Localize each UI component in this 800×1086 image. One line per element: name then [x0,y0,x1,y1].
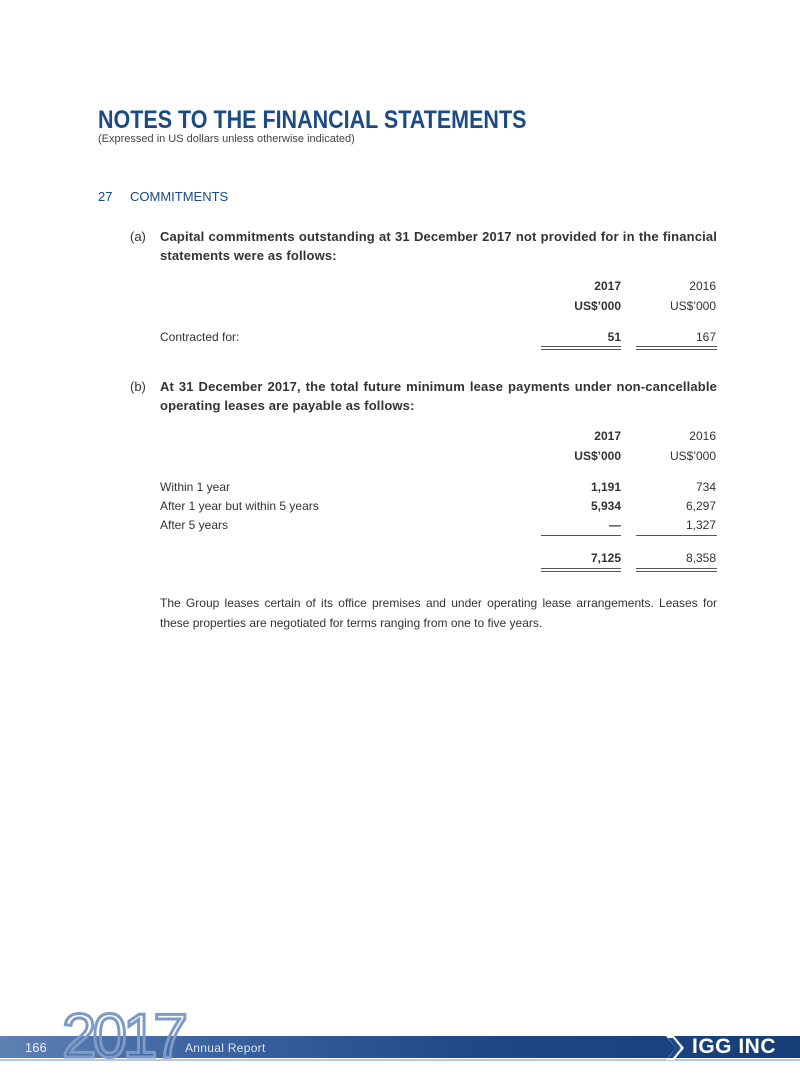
table-b-row-1-2017: 1,191 [590,480,621,494]
item-b-label: (b) [130,379,146,394]
table-a-double-rule-2016 [636,346,717,347]
chevron-right-icon [664,1035,686,1061]
table-b-row-3-label: After 5 years [160,518,229,532]
page-title: NOTES TO THE FINANCIAL STATEMENTS [98,106,527,134]
table-b-unit-2016: US$’000 [669,449,716,463]
table-b-row-3-2017: — [609,518,621,532]
item-b-text: At 31 December 2017, the total future minimum lease payments under non-cancellable operating leases are payable as follows: [160,379,717,413]
item-a-text: Capital commitments outstanding at 31 December 2017 not provided for in the financial statements were as follows: [160,229,717,263]
table-b-col-2017: 2017 [594,429,621,443]
table-b-row-2-label: After 1 year but within 5 years [160,499,319,513]
year-logo [62,1002,192,1062]
table-b-row-1-2016: 734 [695,480,716,494]
lease-note-paragraph: The Group leases certain of its office premises and under operating lease arrangements. Leases for these properties are negotiated for terms ranging from one to five years. [160,596,717,630]
section-heading: COMMITMENTS [130,189,229,204]
table-b-row-1-label: Within 1 year [160,480,231,494]
page-number: 166 [25,1040,47,1055]
table-b-subtotal-rule-2017 [541,535,621,536]
table-a-unit-2016: US$’000 [669,299,716,313]
brand-logo: IGG INC [692,1035,777,1058]
table-b-row-3-2016: 1,327 [685,518,716,532]
table-b-row-2-2017: 5,934 [590,499,621,513]
item-a-label: (a) [130,229,146,244]
table-a-row-label: Contracted for: [160,330,240,344]
table-a-unit-2017: US$’000 [574,299,621,313]
report-label: Annual Report [185,1041,266,1055]
table-a-row-2016: 167 [695,330,716,344]
table-a-col-2016: 2016 [689,279,716,293]
table-a-col-2017: 2017 [594,279,621,293]
table-b-double-rule-2016-b [636,571,717,572]
table-b-unit-2017: US$’000 [574,449,621,463]
table-b-double-rule-2017 [541,568,621,569]
table-b-double-rule-2017-b [541,571,621,572]
table-b-total-2016: 8,358 [685,551,716,565]
section-number: 27 [98,189,113,204]
table-b-col-2016: 2016 [689,429,716,443]
table-a-double-rule-2017-b [541,349,621,350]
table-a-double-rule-2016-b [636,349,717,350]
table-a-double-rule-2017 [541,346,621,347]
page-subtitle: (Expressed in US dollars unless otherwise indicated) [98,133,355,145]
year-logo-text: 2017 [62,1002,184,1062]
table-b-total-2017: 7,125 [590,551,621,565]
table-b-row-2-2016: 6,297 [685,499,716,513]
table-a-row-2017: 51 [607,330,621,344]
table-b-subtotal-rule-2016 [636,535,717,536]
table-b-double-rule-2016 [636,568,717,569]
